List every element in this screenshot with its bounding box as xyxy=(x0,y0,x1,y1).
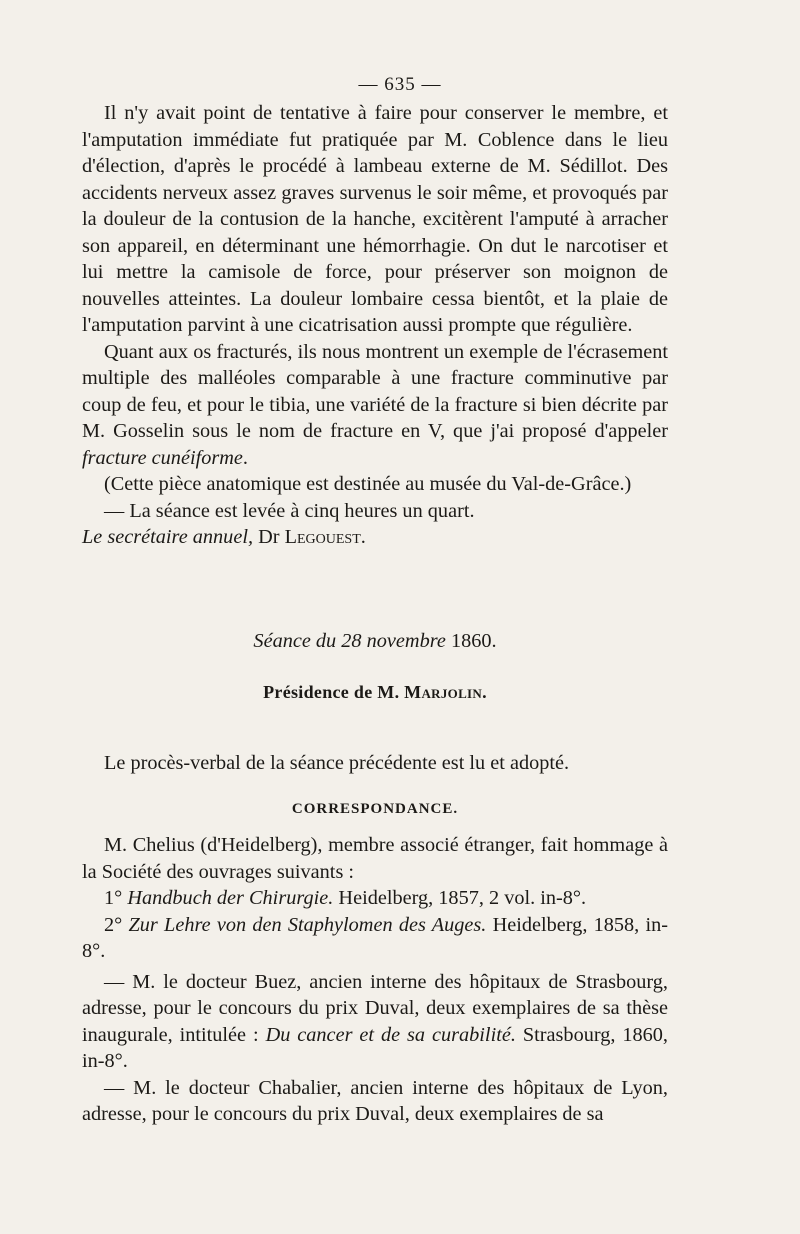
buez-text: — M. le docteur Buez, ancien interne des hôpitaux de Strasbourg, adresse, pour le concours du prix Duval, deux exemplaires de sa thèse inaugurale, intitulée : xyxy=(82,970,668,1046)
buez-details: Strasbourg, 1860, in-8°. xyxy=(82,1023,669,1072)
work-item-2-details: Heidelberg, 1858, in-8°. xyxy=(82,913,669,962)
presidence-name: M. Marjolin. xyxy=(377,682,487,702)
session-heading xyxy=(82,630,668,653)
signature-role: Le secrétaire annuel, xyxy=(82,526,254,548)
signature-name: Legouest. xyxy=(284,526,366,548)
work-item-2 xyxy=(82,912,668,965)
chabalier-paragraph: — M. le docteur Chabalier, ancien interne des hôpitaux de Lyon, adresse, pour le concours du prix Duval, deux exemplaires de sa xyxy=(82,1076,668,1125)
work-item-2-title: Zur Lehre von den Staphylomen des Auges. xyxy=(128,913,487,936)
signature-line xyxy=(82,524,668,551)
work-item-1 xyxy=(82,885,668,912)
presidence-heading xyxy=(82,682,668,703)
paragraph-amputation: Il n'y avait point de tentative à faire pour conserver le membre, et l'amputation immédiate fut pratiquée par M. Coblence dans le lieu d'élection, d'après le procédé à lambeau externe de M. Sédillot. Des accidents nerveux assez graves survenus le soir même, et provoqués par la douleur de la contusion de la hanche, excitèrent l'amputé à arracher son appareil, en déterminant une hémorrhagie. On dut le narcotiser et lui mettre la camisole de force, pour préserver son moignon de nouvelles atteintes. La douleur lombaire cessa bientôt, et la plaie de l'amputation parvint à une cicatrisation aussi prompte que régulière. xyxy=(82,102,668,336)
session-label: Séance du xyxy=(253,630,337,652)
paragraph-seance-closed: — La séance est levée à cinq heures un quart. xyxy=(104,499,475,522)
top-text-block xyxy=(82,100,668,551)
work-item-2-number: 2° xyxy=(104,913,123,936)
chelius-paragraph: M. Chelius (d'Heidelberg), membre associé étranger, fait hommage à la Société des ouvrages suivants : xyxy=(82,834,668,883)
paragraph-museum-note: (Cette pièce anatomique est destinée au musée du Val-de-Grâce.) xyxy=(104,473,632,495)
work-item-1-details: Heidelberg, 1857, 2 vol. in-8°. xyxy=(338,887,587,909)
work-item-1-number: 1° xyxy=(104,887,123,909)
correspondance-heading: CORRESPONDANCE. xyxy=(291,801,459,817)
session-year: 1860. xyxy=(450,630,497,652)
proces-verbal: Le procès-verbal de la séance précédente est lu et adopté. xyxy=(104,752,570,774)
work-item-1-title: Handbuch der Chirurgie. xyxy=(127,887,334,909)
buez-thesis-title: Du cancer et de sa curabilité. xyxy=(265,1023,516,1046)
session-date: 28 novembre xyxy=(341,630,446,652)
correspondance-block xyxy=(82,832,668,1128)
signature-title: Dr xyxy=(258,526,280,548)
paragraph-fractures: Quant aux os fracturés, ils nous montrent un exemple de l'écrasement multiple des malléoles comparable à une fracture comminutive par coup de feu, et pour le tibia, une variété de la fracture si bien décrite par M. Gosselin sous le nom de fracture en V, que j'ai proposé d'appeler fracture cunéiforme. xyxy=(82,340,668,469)
buez-paragraph xyxy=(82,969,668,1075)
fracture-term: fracture cunéiforme xyxy=(82,446,243,469)
presidence-prefix: Présidence de xyxy=(263,682,373,702)
page-number: — 635 — xyxy=(358,74,442,95)
fractures-text: Quant aux os fracturés, ils nous montrent un exemple de l'écrasement multiple des malléoles comparable à une fracture comminutive par coup de feu, et pour le tibia, une variété de la fracture si bien décrite par M. Gosselin sous le nom de fracture en V, que j'ai proposé d'appeler xyxy=(82,340,668,442)
